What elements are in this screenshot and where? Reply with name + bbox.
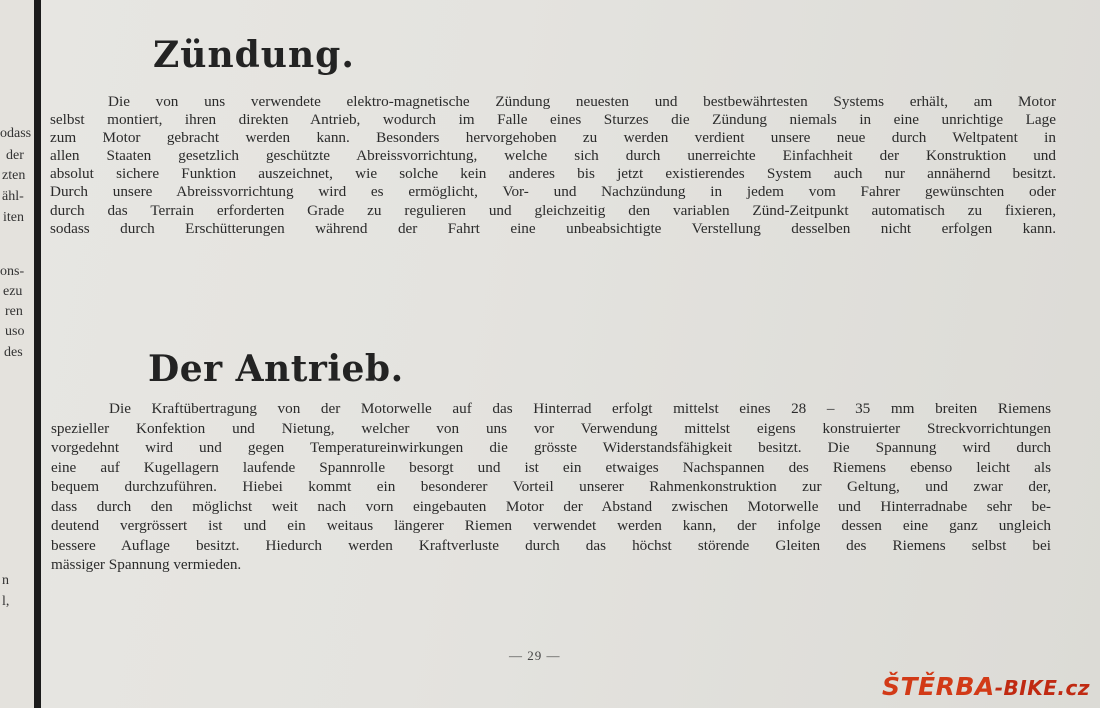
left-page-fragment: des — [4, 345, 23, 360]
left-page-fragment: zten — [2, 168, 26, 183]
section-heading-antrieb: Der Antrieb. — [148, 348, 404, 390]
section-heading-zuendung: Zündung. — [153, 34, 355, 76]
page-number: — 29 — — [509, 648, 561, 663]
text-line: vorgedehnt wird und gegen Temperatureinwirkungen die grösste Widerstandsfähigkeit besitzt. Die Spannung wird durch — [51, 439, 1051, 456]
watermark-brand: ŠTĚRBA — [881, 672, 995, 701]
left-page-fragment: ons- — [0, 264, 25, 279]
text-line: Die Kraftübertragung von der Motorwelle auf das Hinterrad erfolgt mittelst eines 28 – 35 mm breiten Riemens — [109, 400, 1051, 417]
text-line: mässiger Spannung vermieden. — [51, 556, 242, 573]
paragraph-antrieb — [51, 399, 1051, 575]
text-line: durch das Terrain erforderten Grade zu regulieren und gleichzeitig den variablen Zünd-Zeitpunkt automatisch zu fixieren, — [50, 201, 1056, 219]
text-line: bequem durchzuführen. Hiebei kommt ein besonderer Vorteil unserer Rahmenkonstruktion zur Geltung, und zwar der, — [51, 478, 1051, 495]
text-line: eine auf Kugellagern laufende Spannrolle besorgt und ist ein etwaiges Nachspannen des Riemens ebenso leicht als — [51, 458, 1051, 476]
left-page-fragment: odass — [0, 126, 32, 141]
left-page-fragment: n — [2, 573, 9, 588]
text-line: Die von uns verwendete elektro-magnetische Zündung neuesten und bestbewährtesten Systems erhält, am Motor — [108, 93, 1056, 110]
left-page-fragment: l, — [2, 594, 10, 609]
left-page-fragment: uso — [5, 324, 25, 339]
text-line: absolut sichere Funktion auszeichnet, wie solche kein anderes bis jetzt existierendes System auch nur annähernd besitzt. — [50, 165, 1056, 183]
watermark-logo — [882, 672, 1090, 701]
book-page — [41, 0, 1100, 708]
left-page-fragment: der — [6, 148, 24, 163]
text-line: deutend vergrössert ist und ein weitaus längerer Riemen verwendet werden kann, der infolge dessen eine ganz ungleich — [51, 517, 1051, 534]
text-line: bessere Auflage besitzt. Hiedurch werden Kraftverluste durch das höchst störende Gleiten des Riemens selbst bei — [51, 536, 1051, 554]
paragraph-zuendung — [50, 93, 1056, 238]
watermark-suffix: -BIKE.cz — [994, 676, 1090, 700]
text-line: sodass durch Erschütterungen während der Fahrt eine unbeabsichtigte Verstellung desselben nicht erfolgen kann. — [50, 219, 1056, 237]
left-page-fragment: ezu — [3, 284, 23, 299]
text-line: allen Staaten gesetzlich geschützte Abreissvorrichtung, welche sich durch unerreichte Einfachheit der Konstruktion und — [50, 147, 1056, 165]
text-line: dass durch den möglichst weit nach vorn eingebauten Motor der Abstand zwischen Motorwelle und Hinterradnabe sehr be- — [51, 497, 1051, 515]
left-page-fragment: ähl- — [2, 189, 24, 204]
left-page-edge — [0, 0, 34, 708]
text-line: Durch unsere Abreissvorrichtung wird es ermöglicht, Vor- und Nachzündung in jedem vom Fahrer gewünschten oder — [50, 183, 1056, 201]
text-line: spezieller Konfektion und Nietung, welcher von uns vor Verwendung mittelst eigens konstruierter Streckvorrichtungen — [51, 419, 1051, 437]
text-line: zum Motor gebracht werden kann. Besonders hervorgehoben zu werden verdient unsere neue durch Weltpatent in — [50, 129, 1056, 147]
left-page-fragment: ren — [5, 304, 23, 319]
text-line: selbst montiert, ihren direkten Antrieb, wodurch im Falle eines Sturzes die Zündung niemals in eine unrichtige Lage — [50, 111, 1056, 129]
left-page-fragment: iten — [3, 210, 24, 225]
book-spine-shadow — [34, 0, 41, 708]
